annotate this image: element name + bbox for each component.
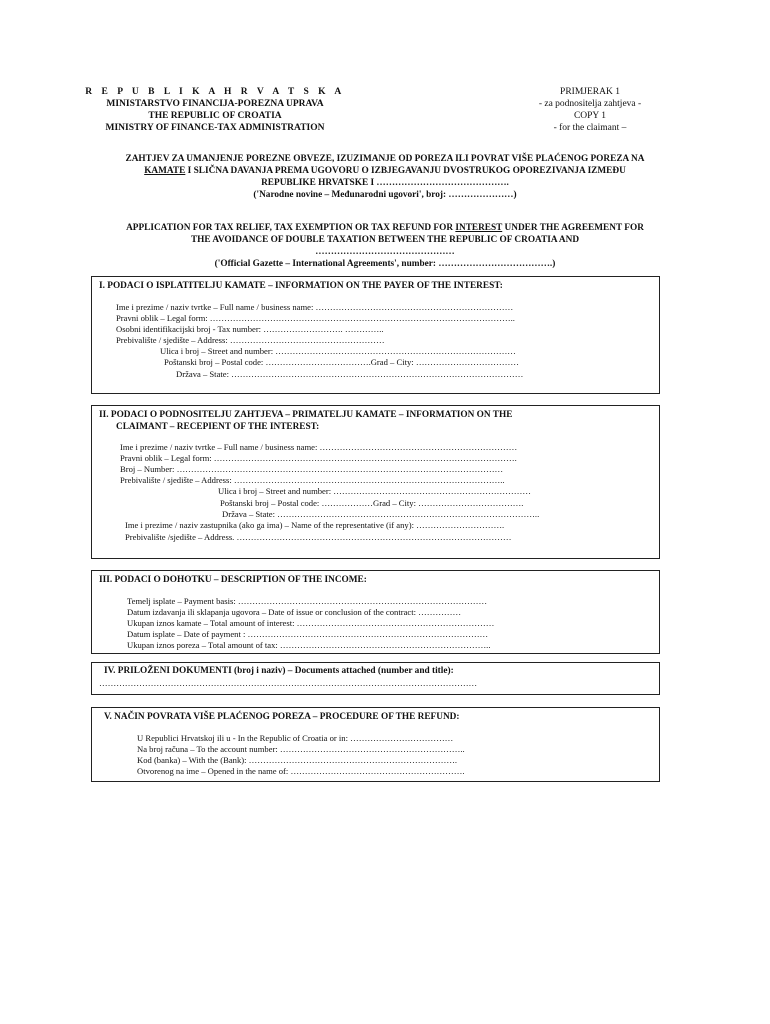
documents-attached-field[interactable]: …………………………………………………………………………………………………………………… <box>99 678 478 688</box>
payer-postal-city-field[interactable]: Poštanski broj – Postal code: ……………………………….Grad – City: ……………………………… <box>164 357 519 367</box>
claimant-address-field[interactable]: Prebivalište / sjedište – Address: ………………………………………………………………………………….. <box>120 475 505 485</box>
claimant-number-field[interactable]: Broj – Number: …………………………………………………………………………………………………… <box>120 464 504 474</box>
title-en-line-3: ……………………………………… <box>315 247 455 257</box>
title-en-line-2: THE AVOIDANCE OF DOUBLE TAXATION BETWEEN THE REPUBLIC OF CROATIA AND <box>190 235 580 245</box>
bank-field[interactable]: Kod (banka) – With the (Bank): ………………………………………………………………. <box>137 755 458 765</box>
title-hr-underlined: KAMATE <box>144 166 186 176</box>
header-republic: R E P U B L I K A H R V A T S K A <box>85 87 345 97</box>
title-en-line-1 <box>78 222 692 234</box>
copy-label-hr: PRIMJERAK 1 <box>560 87 620 97</box>
copy-sub-en: - for the claimant – <box>553 123 627 133</box>
title-hr-line-2-rest: I SLIČNA DAVANJA PREMA UGOVORU O IZBJEGAVANJU DVOSTRUKOG OPOREZIVANJA IZMEĐU <box>185 166 626 176</box>
claimant-full-name-field[interactable]: Ime i prezime / naziv tvrtke – Full name / business name: …………………………………………………………… <box>120 442 518 452</box>
account-number-field[interactable]: Na broj računa – To the account number: ……………………………………………………….. <box>137 744 465 754</box>
header-right <box>520 86 660 134</box>
title-en-line-1-a: APPLICATION FOR TAX RELIEF, TAX EXEMPTION OR TAX REFUND FOR <box>126 223 456 233</box>
claimant-postal-city-field[interactable]: Poštanski broj – Postal code: ………………Grad – City: ………………………………. <box>220 498 524 508</box>
total-tax-field[interactable]: Ukupan iznos poreza – Total amount of tax: ……………………………………………………………….. <box>127 640 491 650</box>
payer-tax-number-field[interactable]: Osobni identifikacijski broj - Tax number: ………………………. ………….. <box>116 324 384 334</box>
total-interest-field[interactable]: Ukupan iznos kamate – Total amount of interest: …………………………………………………………… <box>127 618 495 628</box>
payer-legal-form-field[interactable]: Pravni oblik – Legal form: …………………………………………………………………………………………….. <box>116 313 515 323</box>
section-documents-heading: IV. PRILOŽENI DOKUMENTI (broj i naziv) – Documents attached (number and title): <box>104 666 454 676</box>
payer-street-field[interactable]: Ulica i broj – Street and number: ………………………………………………………………………… <box>160 346 516 356</box>
section-claimant <box>91 405 660 559</box>
title-croatian <box>78 153 692 201</box>
copy-label-en: COPY 1 <box>573 111 607 121</box>
header-ministry: MINISTARSTVO FINANCIJA-POREZNA UPRAVA <box>106 99 324 109</box>
title-en-underlined: INTEREST <box>455 223 503 233</box>
payer-state-field[interactable]: Država – State: ………………………………………………………………………………………… <box>176 369 524 379</box>
refund-country-field[interactable]: U Republici Hrvatskoj ili u - In the Republic of Croatia or in: ……………………………… <box>137 733 454 743</box>
representative-name-field[interactable]: Ime i prezime / naziv zastupnika (ako ga ima) – Name of the representative (if any): …………………………. <box>125 520 505 530</box>
account-holder-field[interactable]: Otvorenog na ime – Opened in the name of: ……………………………………………………. <box>137 766 465 776</box>
header-ministry-en: MINISTRY OF FINANCE-TAX ADMINISTRATION <box>105 123 325 133</box>
section-income <box>91 570 660 654</box>
payer-address-field[interactable]: Prebivalište / sjedište – Address: ……………………………………………… <box>116 335 385 345</box>
section-documents <box>91 662 660 695</box>
claimant-street-field[interactable]: Ulica i broj – Street and number: …………………………………………………………… <box>218 486 531 496</box>
section-income-heading: III. PODACI O DOHOTKU – DESCRIPTION OF THE INCOME: <box>99 575 367 585</box>
section-refund <box>91 707 660 782</box>
contract-date-field[interactable]: Datum izdavanja ili sklapanja ugovora – Date of issue or conclusion of the contract: …………… <box>127 607 462 617</box>
title-en-line-1-b: UNDER THE AGREEMENT FOR <box>502 223 644 233</box>
header-republic-en: THE REPUBLIC OF CROATIA <box>148 111 282 121</box>
title-hr-line-4: ('Narodne novine – Međunarodni ugovori', broj: …………………) <box>253 190 517 200</box>
section-claimant-heading-1: II. PODACI O PODNOSITELJU ZAHTJEVA – PRIMATELJU KAMATE – INFORMATION ON THE <box>99 410 513 420</box>
section-claimant-heading-2: CLAIMANT – RECEPIENT OF THE INTEREST: <box>116 422 320 432</box>
title-en-line-4: ('Official Gazette – International Agreements', number: ……………………………….) <box>214 259 556 269</box>
payment-basis-field[interactable]: Temelj isplate – Payment basis: …………………………………………………………………………… <box>127 596 488 606</box>
payer-full-name-field[interactable]: Ime i prezime / naziv tvrtke – Full name / business name: …………………………………………………………… <box>116 302 514 312</box>
representative-address-field[interactable]: Prebivalište /sjedište – Address. …………………………………………………………………………………… <box>125 532 512 542</box>
section-refund-heading: V. NAČIN POVRATA VIŠE PLAĆENOG POREZA – PROCEDURE OF THE REFUND: <box>104 712 460 722</box>
title-hr-line-2 <box>78 165 692 177</box>
section-payer <box>91 276 660 394</box>
copy-sub-hr: - za podnositelja zahtjeva - <box>538 99 642 109</box>
payment-date-field[interactable]: Datum isplate – Date of payment : ………………………………………………………………………… <box>127 629 489 639</box>
claimant-legal-form-field[interactable]: Pravni oblik – Legal form: ……………………………………………………………………………………………. <box>120 453 517 463</box>
title-english <box>78 222 692 270</box>
section-payer-heading: I. PODACI O ISPLATITELJU KAMATE – INFORMATION ON THE PAYER OF THE INTEREST: <box>99 281 503 291</box>
title-hr-line-3: REPUBLIKE HRVATSKE I ……………………………………. <box>261 178 509 188</box>
title-hr-line-1: ZAHTJEV ZA UMANJENJE POREZNE OBVEZE, IZUZIMANJE OD POREZA ILI POVRAT VIŠE PLAĆENOG POREZA NA <box>125 154 645 164</box>
header-left <box>80 86 350 134</box>
claimant-state-field[interactable]: Država – State: ……………………………………………………………………………….. <box>222 509 540 519</box>
